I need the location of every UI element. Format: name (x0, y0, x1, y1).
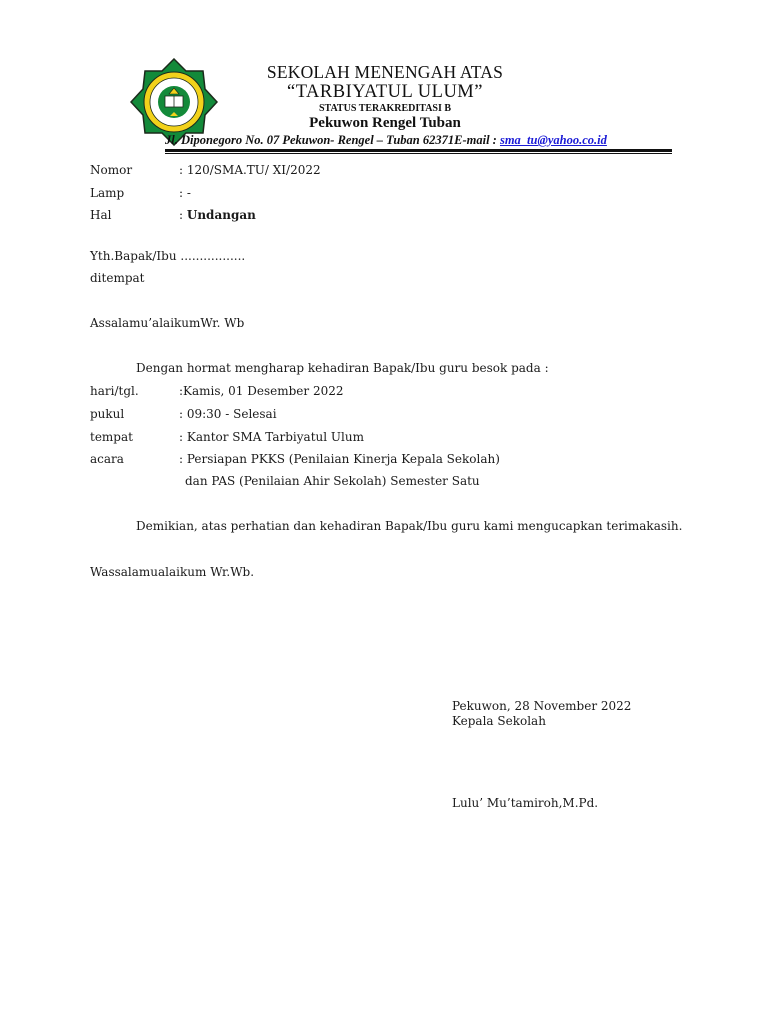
nomor-value: : 120/SMA.TU/ XI/2022 (179, 163, 321, 177)
greeting: Assalamu’alaikumWr. Wb (90, 316, 245, 330)
closing-paragraph: Demikian, atas perhatian dan kehadiran Bapak/Ibu guru kami mengucapkan terimakasih. (136, 519, 683, 533)
email-link[interactable]: sma_tu@yahoo.co.id (499, 133, 607, 147)
address-text: Jl. Diponegoro No. 07 Pekuwon- Rengel – Tuban 62371E-mail : (165, 133, 500, 147)
tempat-value: : Kantor SMA Tarbiyatul Ulum (179, 430, 364, 444)
hari-value: :Kamis, 01 Desember 2022 (179, 384, 344, 398)
recipient-line: Yth.Bapak/Ibu ................. (90, 249, 246, 263)
pukul-label: pukul (90, 407, 125, 421)
hal-label: Hal (90, 208, 112, 222)
school-type-heading: SEKOLAH MENENGAH ATAS (266, 62, 504, 82)
header-rule-thick (165, 149, 672, 152)
intro-paragraph: Dengan hormat mengharap kehadiran Bapak/Ibu guru besok pada : (136, 361, 549, 375)
tempat-label: tempat (90, 430, 133, 444)
lamp-label: Lamp (90, 186, 125, 200)
hal-colon: : (179, 208, 187, 222)
school-location: Pekuwon Rengel Tuban (309, 115, 461, 131)
pukul-value: : 09:30 - Selesai (179, 407, 277, 421)
hal-value-row (179, 208, 256, 222)
lamp-value: : - (179, 186, 191, 200)
header-rule-thin (165, 153, 672, 154)
acara-value: : Persiapan PKKS (Penilaian Kinerja Kepala Sekolah) (179, 452, 500, 466)
accreditation-status: STATUS TERAKREDITASI B (318, 103, 452, 114)
closing-salutation: Wassalamualaikum Wr.Wb. (90, 565, 255, 579)
nomor-label: Nomor (90, 163, 133, 177)
hari-label: hari/tgl. (90, 384, 139, 398)
signature-position: Kepala Sekolah (452, 714, 546, 728)
acara-value-continued: dan PAS (Penilaian Ahir Sekolah) Semester Satu (185, 474, 480, 488)
signature-name: Lulu’ Mu’tamiroh,M.Pd. (452, 796, 599, 810)
school-address (165, 133, 685, 148)
recipient-place: ditempat (90, 271, 145, 285)
school-name-heading: “TARBIYATUL ULUM” (287, 82, 483, 102)
signature-place-date: Pekuwon, 28 November 2022 (452, 699, 632, 713)
acara-label: acara (90, 452, 124, 466)
hal-value: Undangan (186, 208, 256, 222)
